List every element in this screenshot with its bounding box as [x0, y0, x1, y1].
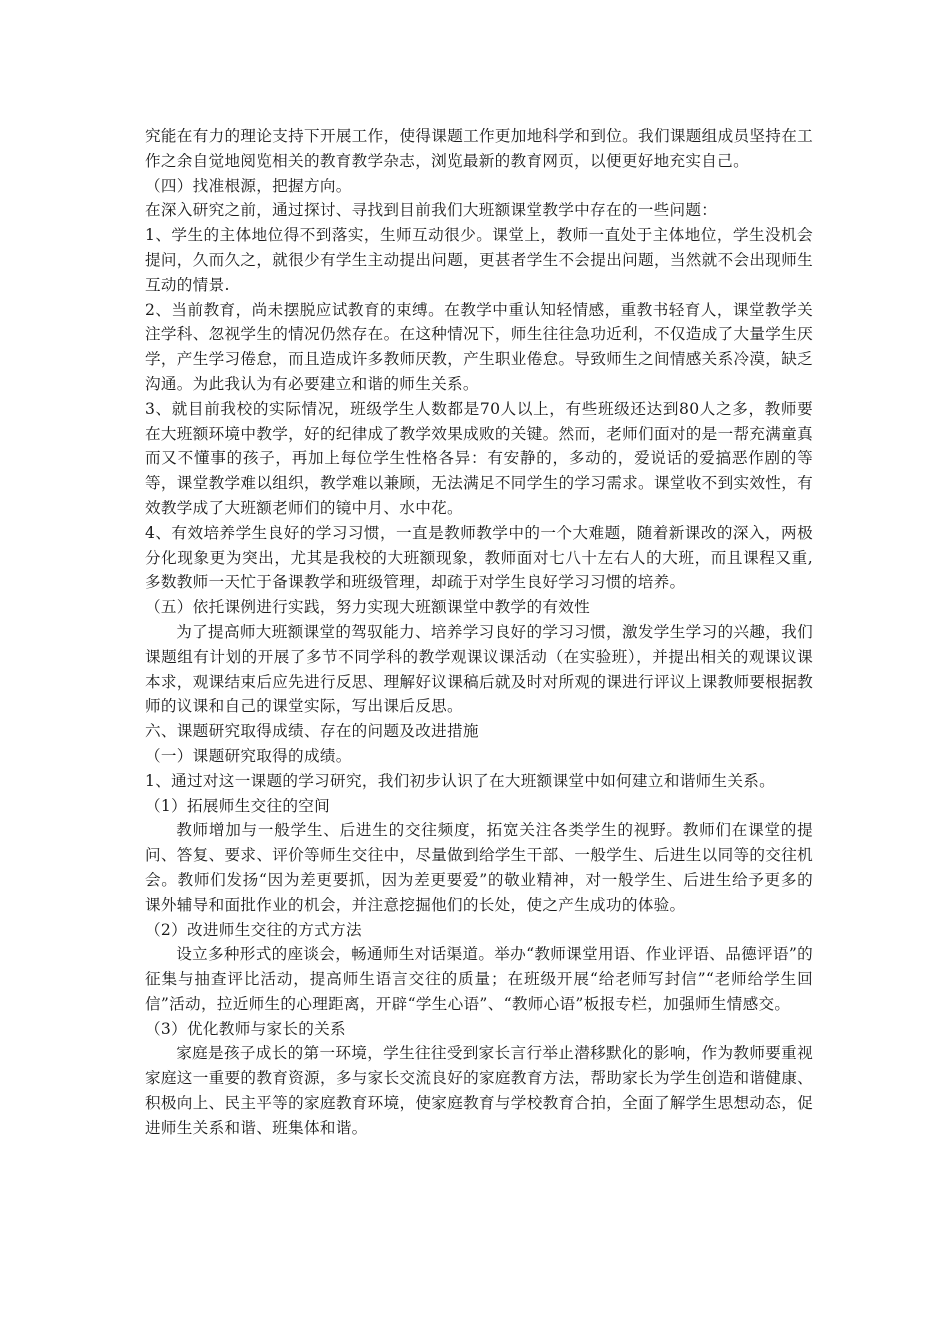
paragraph-sub-1: 教师增加与一般学生、后进生的交往频度，拓宽关注各类学生的视野。教师们在课堂的提问、答复、要求、评价等师生交往中，尽量做到给学生干部、一般学生、后进生以同等的交往机会。教师们发扬“因为差更要抓，因为差更要爱”的敬业精神，对一般学生、后进生给予更多的课外辅导和面批作业的机会，并注意挖掘他们的长处，使之产生成功的体验。: [145, 821, 813, 914]
achievement-1: 1、通过对这一课题的学习研究，我们初步认识了在大班额课堂中如何建立和谐师生关系。: [145, 771, 776, 790]
section-heading-5: （五）依托课例进行实践，努力实现大班额课堂中教学的有效性: [145, 598, 591, 617]
section-heading-4: （四）找准根源，把握方向。: [145, 176, 352, 195]
subheading-2: （2）改进师生交往的方式方法: [145, 920, 362, 939]
problem-2: 2、当前教育，尚未摆脱应试教育的束缚。在教学中重认知轻情感，重教书轻育人，课堂教学关注学科、忽视学生的情况仍然存在。在这种情况下，师生往往急功近利，不仅造成了大量学生厌学，产生学习倦怠，而且造成许多教师厌教，产生职业倦怠。导致师生之间情感关系冷漠，缺乏沟通。为此我认为有必要建立和谐的师生关系。: [145, 300, 813, 393]
paragraph-sub-2: 设立多种形式的座谈会，畅通师生对话渠道。举办“教师课堂用语、作业评语、品德评语”的征集与抽查评比活动，提高师生语言交往的质量；在班级开展“给老师写封信”“老师给学生回信”活动，拉近师生的心理距离，开辟“学生心语”、“教师心语”板报专栏，加强师生情感交。: [145, 945, 813, 1013]
paragraph-1: 究能在有力的理论支持下开展工作，使得课题工作更加地科学和到位。我们课题组成员坚持在工作之余自觉地阅览相关的教育教学杂志，浏览最新的教育网页，以便更好地充实自己。: [145, 127, 813, 170]
paragraph-sub-3: 家庭是孩子成长的第一环境，学生往往受到家长言行举止潜移默化的影响，作为教师要重视家庭这一重要的教育资源，多与家长交流良好的家庭教育方法，帮助家长为学生创造和谐健康、积极向上、民主平等的家庭教育环境，使家庭教育与学校教育合拍，全面了解学生思想动态，促进师生关系和谐、班集体和谐。: [145, 1044, 813, 1137]
document-body: [145, 124, 813, 1141]
section-heading-achievements: （一）课题研究取得的成绩。: [145, 746, 352, 765]
paragraph-practice: 为了提高师大班额课堂的驾驭能力、培养学习良好的学习习惯，激发学生学习的兴趣，我们课题组有计划的开展了多节不同学科的教学观课议课活动（在实验班），并提出相关的观课议课本求，观课结束后应先进行反思、理解好议课稿后就及时对所观的课进行评议上课教师要根据教师的议课和自己的课堂实际，写出课后反思。: [145, 622, 813, 716]
problem-1: 1、学生的主体地位得不到落实，生师互动很少。课堂上，教师一直处于主体地位，学生没机会提问，久而久之，就很少有学生主动提出问题，更甚者学生不会提出问题，当然就不会出现师生互动的情景.: [145, 226, 813, 294]
subheading-1: （1）拓展师生交往的空间: [145, 796, 331, 815]
problem-3: 3、就目前我校的实际情况，班级学生人数都是70人以上，有些班级还达到80人之多，教师要在大班额环境中教学，好的纪律成了教学效果成败的关键。然而，老师们面对的是一帮充满童真而又不懂事的孩子，再加上每位学生性格各异：有安静的，多动的，爱说话的爱搞恶作剧的等等，课堂教学难以组织，教学难以兼顾，无法满足不同学生的学习需求。课堂收不到实效性，有效教学成了大班额老师们的镜中月、水中花。: [145, 399, 813, 517]
subheading-3: （3）优化教师与家长的关系: [145, 1019, 346, 1038]
paragraph-intro: 在深入研究之前，通过探讨、寻找到目前我们大班额课堂教学中存在的一些问题：: [145, 201, 718, 220]
chapter-heading-6: 六、课题研究取得成绩、存在的问题及改进措施: [145, 722, 479, 741]
problem-4: 4、有效培养学生良好的学习习惯，一直是教师教学中的一个大难题，随着新课改的深入，两极分化现象更为突出，尤其是我校的大班额现象，教师面对七八十左右人的大班，而且课程又重,多数教师一天忙于备课教学和班级管理，却疏于对学生良好学习习惯的培养。: [145, 523, 813, 592]
